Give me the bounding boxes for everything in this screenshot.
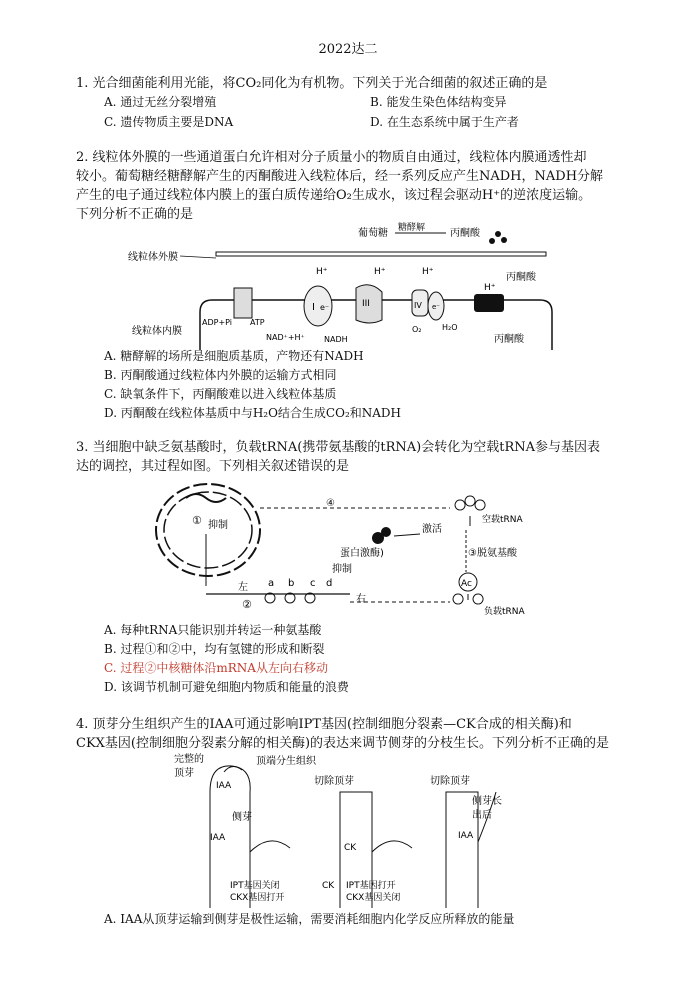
q1-option-c: C. 遗传物质主要是DNA bbox=[104, 115, 234, 129]
fig-empty-trna: 空载tRNA bbox=[482, 515, 523, 525]
q2-option-a: A. 糖酵解的场所是细胞质基质，产物还有NADH bbox=[104, 349, 364, 363]
q2-stem-line2: 较小。葡萄糖经糖酵解产生的丙酮酸进入线粒体后，经一系列反应产生NADH，NADH分解 bbox=[76, 169, 604, 184]
fig-pyruvate-mid: 丙酮酸 bbox=[506, 272, 536, 283]
fig-e1: e⁻ bbox=[320, 303, 330, 312]
fig-atp: ATP bbox=[250, 318, 265, 327]
outer-membrane bbox=[216, 252, 546, 256]
fig-pyruvate-top: 丙酮酸 bbox=[450, 228, 480, 239]
fig-step-4: ④ bbox=[326, 498, 335, 509]
fig-cut-1: 切除顶芽 bbox=[314, 776, 354, 787]
fig-h2: H⁺ bbox=[374, 267, 386, 277]
fig-h1: H⁺ bbox=[316, 267, 328, 277]
fig-grow-1: 侧芽长 bbox=[472, 796, 502, 807]
q3-option-d: D. 该调节机制可避免细胞内物质和能量的浪费 bbox=[104, 680, 349, 694]
fig-h4: H⁺ bbox=[484, 283, 496, 293]
fig-nadh: NADH bbox=[324, 335, 348, 344]
fig-inner-membrane: 线粒体内膜 bbox=[132, 326, 182, 337]
q1-option-d: D. 在生态系统中属于生产者 bbox=[370, 115, 519, 129]
atp-synthase bbox=[234, 288, 252, 318]
fig-ck: CK bbox=[344, 843, 357, 853]
fig-iaa-3: IAA bbox=[458, 831, 474, 841]
fig-whole: 完整的 bbox=[174, 754, 204, 765]
q1-option-a: A. 通过无丝分裂增殖 bbox=[104, 95, 217, 109]
fig-kinase: 蛋白激酶) bbox=[340, 548, 384, 559]
fig-grow-2: 出后 bbox=[472, 810, 492, 821]
fig-complex-1: I bbox=[312, 302, 315, 313]
q4-stem-line2: CKX基因(控制细胞分裂素分解的相关酶)的表达来调节侧芽的分枝生长。下列分析不正确的是 bbox=[76, 736, 610, 751]
fig-step-2: ② bbox=[242, 598, 252, 611]
fig-b: b bbox=[288, 578, 295, 589]
fig-pyruvate-bottom: 丙酮酸 bbox=[494, 334, 524, 345]
fig-inhibit-1: 抑制 bbox=[208, 520, 228, 531]
mitochondria-figure bbox=[120, 222, 560, 350]
trna-regulation-figure bbox=[150, 476, 570, 624]
molecule-dot bbox=[501, 237, 507, 243]
molecule-dot bbox=[495, 231, 501, 237]
fig-adp: ADP+Pi bbox=[202, 318, 233, 327]
fig-ipt-off: IPT基因关闭 bbox=[230, 881, 280, 891]
fig-ckx-off: CKX基因关闭 bbox=[346, 893, 401, 903]
pyruvate-carrier bbox=[474, 294, 504, 312]
fig-bud: 顶芽 bbox=[174, 768, 194, 779]
fig-iaa-1: IAA bbox=[216, 781, 232, 791]
q2-option-c: C. 缺氧条件下，丙酮酸难以进入线粒体基质 bbox=[104, 387, 337, 401]
fig-right: 右 bbox=[356, 594, 366, 605]
molecule-dot bbox=[489, 238, 495, 244]
fig-complex-3: III bbox=[362, 299, 370, 309]
fig-inhibit-2: 抑制 bbox=[332, 564, 352, 575]
fig-a: a bbox=[268, 578, 275, 589]
fig-h3: H⁺ bbox=[422, 267, 434, 277]
q2-option-d: D. 丙酮酸在线粒体基质中与H₂O结合生成CO₂和NADH bbox=[104, 406, 402, 420]
q2-stem-line4: 下列分析不正确的是 bbox=[76, 207, 194, 222]
fig-cut-2: 切除顶芽 bbox=[430, 776, 470, 787]
q3-option-a: A. 每种tRNA只能识别并转运一种氨基酸 bbox=[104, 623, 322, 637]
q4-stem-line1: 4. 顶芽分生组织产生的IAA可通过影响IPT基因(控制细胞分裂素—CK合成的相关酶)和 bbox=[76, 717, 572, 732]
fig-glycolysis: 糖酵解 bbox=[398, 223, 426, 233]
q2-option-b: B. 丙酮酸通过线粒体内外膜的运输方式相同 bbox=[104, 368, 337, 382]
fig-step-1: ① bbox=[192, 514, 202, 527]
fig-complex-4: IV bbox=[414, 301, 422, 310]
fig-iaa-2: IAA bbox=[210, 833, 226, 843]
fig-e2: e⁻ bbox=[432, 303, 441, 311]
fig-d: d bbox=[326, 578, 333, 589]
fig-ckx-on: CKX基因打开 bbox=[230, 893, 285, 903]
plant-bud-figure bbox=[160, 752, 540, 912]
fig-apical: 顶端分生组织 bbox=[256, 756, 316, 767]
fig-c: c bbox=[310, 578, 316, 589]
fig-aa: Ac bbox=[461, 579, 472, 589]
fig-h2o: H₂O bbox=[442, 323, 458, 332]
fig-ipt-on: IPT基因打开 bbox=[346, 881, 396, 891]
fig-loaded-trna: 负载tRNA bbox=[484, 607, 525, 617]
fig-step-3: ③脱氨基酸 bbox=[468, 548, 517, 559]
q3-option-c: C. 过程②中核糖体沿mRNA从左向右移动 bbox=[104, 661, 328, 675]
q4-option-a: A. IAA从顶芽运输到侧芽是极性运输，需要消耗细胞内化学反应所释放的能量 bbox=[104, 912, 515, 926]
fig-left: 左 bbox=[238, 582, 248, 593]
page-title: 2022达二 bbox=[318, 42, 378, 57]
loaded-trna bbox=[453, 594, 483, 604]
empty-trna bbox=[455, 496, 485, 526]
q3-stem-line2: 达的调控，其过程如图。下列相关叙述错误的是 bbox=[76, 459, 350, 474]
fig-outer-membrane: 线粒体外膜 bbox=[128, 252, 178, 263]
dna-helix bbox=[186, 494, 226, 502]
fig-activate: 激活 bbox=[422, 524, 442, 535]
q3-stem-line1: 3. 当细胞中缺乏氨基酸时，负载tRNA(携带氨基酸的tRNA)会转化为空载tRNA参与基因表 bbox=[76, 440, 601, 455]
q1-option-b: B. 能发生染色体结构变异 bbox=[370, 95, 507, 109]
q2-stem-line1: 2. 线粒体外膜的一些通道蛋白允许相对分子质量小的物质自由通过，线粒体内膜通透性却 bbox=[76, 150, 587, 165]
fig-o2: O₂ bbox=[412, 325, 422, 334]
fig-nad: NAD⁺+H⁺ bbox=[266, 333, 305, 342]
q3-option-b: B. 过程①和②中，均有氢键的形成和断裂 bbox=[104, 642, 325, 656]
fig-lateral: 侧芽 bbox=[232, 812, 252, 823]
q1-stem: 1. 光合细菌能利用光能，将CO₂同化为有机物。下列关于光合细菌的叙述正确的是 bbox=[76, 76, 548, 91]
q2-stem-line3: 产生的电子通过线粒体内膜上的蛋白质传递给O₂生成水，该过程会驱动H⁺的逆浓度运输。 bbox=[76, 188, 592, 203]
fig-ck-2: CK bbox=[322, 881, 335, 891]
fig-glucose: 葡萄糖 bbox=[358, 228, 388, 239]
